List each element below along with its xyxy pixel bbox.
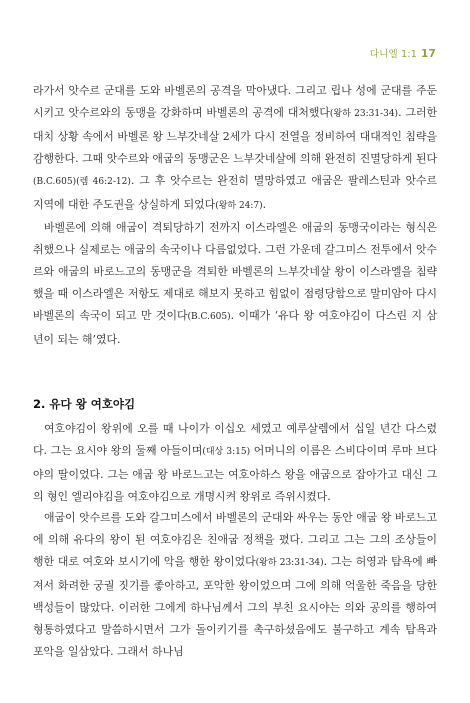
text-run: . 그 후 앗수르는 완전히 멸망하였고 애굽은 팔레스틴과 앗수르 지역에 대한 주도권을 상실하게 되었다 xyxy=(33,173,438,211)
page-number: 17 xyxy=(420,48,436,60)
date-reference: (B.C.605)(렘 46:2-12) xyxy=(33,176,131,187)
paragraph-4 xyxy=(33,507,437,662)
text-run: . xyxy=(262,197,267,211)
text-run: 애굽이 앗수르를 도와 갈그미스에서 바벨론의 군대와 싸우는 동안 애굽 왕 바로느고에 의해 유다의 왕이 된 여호야김은 친애굽 정책을 폈다. 그리고 그는 그의 조상들이 행한 대로 여호와 보시기에 악을 행한 왕이었다 xyxy=(33,511,437,569)
text-run: 여호야김이 왕위에 오를 때 나이가 이십오 세였고 예루살렘에서 십일 년간 다스렸다. 그는 요시야 왕의 둘째 아들이며 xyxy=(33,421,437,457)
chapter-reference: 다니엘 1:1 xyxy=(369,49,417,60)
paragraph-2 xyxy=(33,217,437,350)
scripture-reference: (대상 3:15) xyxy=(202,446,251,457)
date-reference: (B.C.605) xyxy=(187,312,231,323)
scripture-reference: (왕하 24:7) xyxy=(215,200,263,211)
scripture-reference: (왕하 23:31-34) xyxy=(255,558,324,569)
paragraph-3 xyxy=(33,418,437,508)
text-run: . 이때가 ‘유다 왕 여호야김이 다스린 지 삼 년이 되는 해’였다. xyxy=(33,309,438,346)
text-run: 어머니의 이름은 스비다이며 루마 브다야의 딸이었다. 그는 애굽 왕 바로느고는 여호아하스 왕을 애굽으로 잡아가고 대신 그의 형인 엘리야김을 여호야김으로 개명시켜 왕위로 즉위시켰다. xyxy=(33,443,438,503)
text-run: . 그러한 대치 상황 속에서 바벨론 왕 느부갓네살 2세가 다시 전열을 정비하여 대대적인 침략을 감행한다. 그때 앗수르와 애굽의 동맹군은 느부갓네살에 의해 완전히 진멸당하게 된다 xyxy=(33,105,437,165)
section-title: 2. 유다 왕 여호야김 xyxy=(33,396,136,411)
text-run: 라가서 앗수르 군대를 도와 바벨론의 공격을 막아냈다. 그리고 립나 성에 군대를 주둔시키고 앗수르와의 동맹을 강화하며 바벨론의 공격에 대처했다 xyxy=(33,84,437,119)
text-run: . 그는 허영과 탐욕에 빠져서 화려한 궁궐 짓기를 좋아하고, 포악한 왕이었으며 그에 의해 억울한 죽음을 당한 백성들이 많았다. 이러한 그에게 하나님께서 그의 부친 요시야는 의와 공의를 행하여 형통하였다고 말씀하시면서 그가 돌이키기를 촉구하셨음에도 불구하고 계속 탐욕과 포악을 일삼았다. 그래서 하나님 xyxy=(33,555,437,658)
running-head xyxy=(370,46,436,60)
paragraph-1 xyxy=(33,80,437,217)
page-body xyxy=(33,80,437,663)
scripture-reference: (왕하 23:31-34) xyxy=(329,108,399,119)
text-run: 바벨론에 의해 애굽이 격퇴당하기 전까지 이스라엘은 애굽의 동맹국이라는 형식은 취했으나 실제로는 애굽의 속국이나 다름없었다. 그런 가운데 갈그미스 전투에서 앗수르와 애굽의 바로느고의 동맹군을 격퇴한 바벨론의 느부갓네살 왕이 이스라엘을 침략했을 때 이스라엘은 저항도 제대로 해보지 못하고 힘없이 점령당함으로 말미암아 다시 바벨론의 속국이 되고 만 것이다 xyxy=(33,221,437,323)
